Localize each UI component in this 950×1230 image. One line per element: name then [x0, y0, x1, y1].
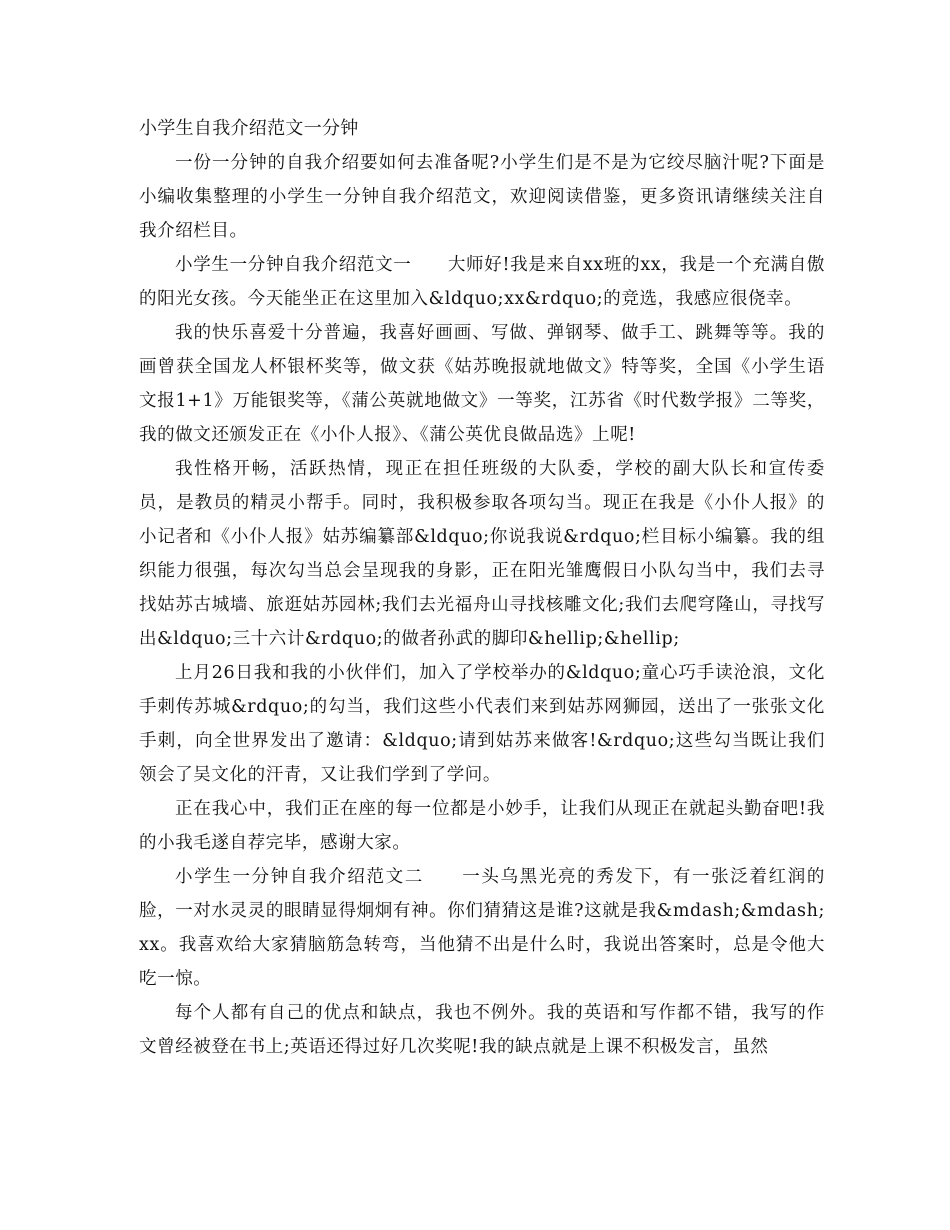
paragraph-intro: 一份一分钟的自我介绍要如何去准备呢?小学生们是不是为它绞尽脑汁呢?下面是小编收集整理的小学生一分钟自我介绍范文，欢迎阅读借鉴，更多资讯请继续关注自我介绍栏目。 [139, 153, 825, 241]
document-page [139, 112, 825, 1064]
paragraph-hobbies: 我的快乐喜爱十分普遍，我喜好画画、写做、弹钢琴、做手工、跳舞等等。我的画曾获全国龙人杯银杯奖等，做文获《姑苏晚报就地做文》特等奖，全国《小学生语文报1+1》万能银奖等，《蒲公英就地做文》一等奖，江苏省《时代数学报》二等奖，我的做文还颁发正在《小仆人报》、《蒲公英优良做品选》上呢! [139, 323, 825, 445]
paragraph-sample-one-opening: 小学生一分钟自我介绍范文一 大师好!我是来自xx班的xx，我是一个充满自傲的阳光女孩。今天能坐正在这里加入&ldquo;xx&rdquo;的竞选，我感应很侥幸。 [139, 255, 825, 309]
document-title: 小学生自我介绍范文一分钟 [139, 118, 359, 139]
paragraph-closing: 正在我心中，我们正在座的每一位都是小妙手，让我们从现正在就起头勤奋吧!我的小我毛遂自荐完毕，感谢大家。 [139, 799, 825, 853]
paragraph-sample-two-opening: 小学生一分钟自我介绍范文二 一头乌黑光亮的秀发下，有一张泛着红润的脸，一对水灵灵的眼睛显得炯炯有神。你们猜猜这是谁?这就是我&mdash;&mdash;xx。我喜欢给大家猜脑筋急转弯，当他猜不出是什么时，我说出答案时，总是令他大吃一惊。 [139, 867, 825, 989]
paragraph-strengths: 每个人都有自己的优点和缺点，我也不例外。我的英语和写作都不错，我写的作文曾经被登在书上;英语还得过好几次奖呢!我的缺点就是上课不积极发言，虽然 [139, 1003, 825, 1057]
paragraph-activity: 上月26日我和我的小伙伴们，加入了学校举办的&ldquo;童心巧手读沧浪，文化手刺传苏城&rdquo;的勾当，我们这些小代表们来到姑苏网狮园，送出了一张张文化手刺，向全世界发出了邀请：&ldquo;请到姑苏来做客!&rdquo;这些勾当既让我们领会了吴文化的汗青，又让我们学到了学问。 [139, 663, 825, 785]
paragraph-personality: 我性格开畅，活跃热情，现正在担任班级的大队委，学校的副大队长和宣传委员，是教员的精灵小帮手。同时，我积极参取各项勾当。现正在我是《小仆人报》的小记者和《小仆人报》姑苏编纂部&ldquo;你说我说&rdquo;栏目标小编纂。我的组织能力很强，每次勾当总会呈现我的身影，正在阳光雏鹰假日小队勾当中，我们去寻找姑苏古城墙、旅逛姑苏园林;我们去光福舟山寻找核雕文化;我们去爬穹隆山，寻找写出&ldquo;三十六计&rdquo;的做者孙武的脚印&hellip;&hellip; [139, 459, 825, 649]
